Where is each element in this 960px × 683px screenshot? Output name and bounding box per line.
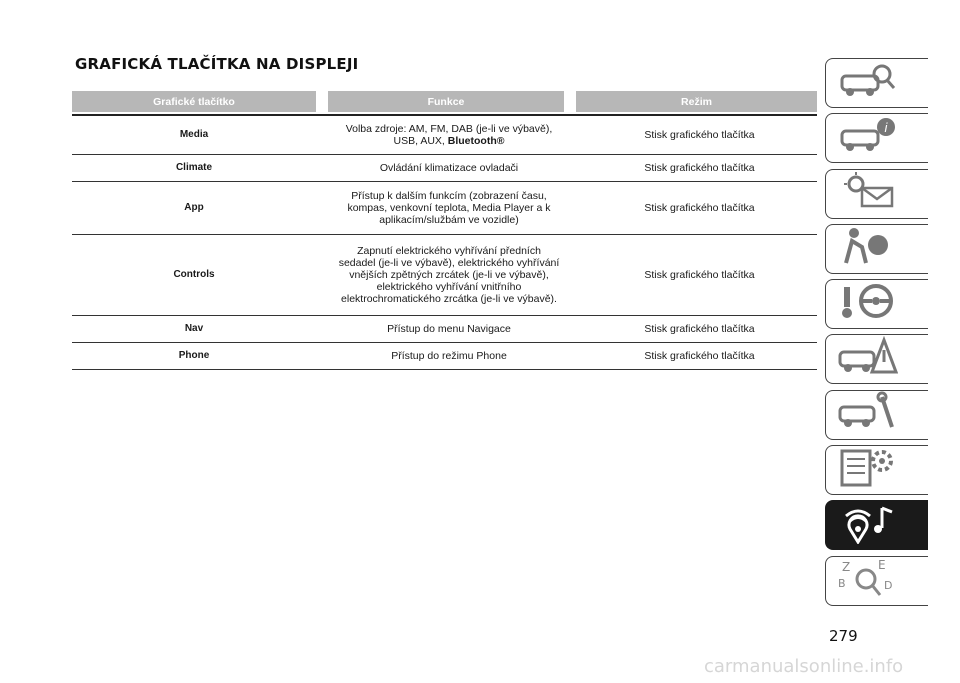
car-search-icon: [836, 60, 898, 107]
chapter-tabs: [825, 58, 928, 611]
cell-button-name: Climate: [175, 162, 213, 173]
function-line: Přístup do režimu Phone: [391, 350, 507, 362]
cell-mode: Stisk grafického tlačítka: [644, 162, 755, 174]
chapter-tab-car-service-wrench[interactable]: [825, 390, 928, 440]
chapter-tab-car-search[interactable]: [825, 58, 928, 108]
function-line: USB, AUX,: [393, 135, 448, 147]
car-info-icon: [836, 115, 898, 162]
svg-text:D: D: [884, 579, 893, 593]
cell-function: [316, 116, 582, 154]
cell-mode: Stisk grafického tlačítka: [644, 129, 755, 141]
function-line: sedadel (je-li ve výbavě), elektrického vyhřívání: [338, 257, 560, 269]
function-line: elektrického vyhřívání vnitřního: [376, 281, 522, 293]
cell-function: [316, 343, 582, 369]
multimedia-music-icon: [836, 502, 898, 549]
warning-lights-mail-icon: [836, 170, 898, 217]
header-mode: Režim: [576, 91, 817, 112]
table-row: [72, 155, 817, 182]
specifications-gear-icon: [836, 447, 898, 494]
function-line: Přístup do menu Navigace: [387, 323, 511, 335]
cell-button-name: Media: [179, 129, 209, 140]
cell-function: [316, 316, 582, 342]
function-bold: Bluetooth®: [447, 135, 505, 147]
svg-text:i: i: [884, 119, 888, 135]
cell-mode: Stisk grafického tlačítka: [644, 323, 755, 335]
chapter-tab-multimedia-music[interactable]: [825, 500, 928, 550]
key-steering-wheel-icon: [836, 281, 898, 328]
function-line: kompas, venkovní teplota, Media Player a k: [347, 202, 551, 214]
chapter-tab-warning-lights-mail[interactable]: [825, 169, 928, 219]
chapter-tab-airbag-person[interactable]: [825, 224, 928, 274]
cell-button-name: Controls: [173, 269, 215, 280]
svg-text:E: E: [878, 558, 886, 573]
car-emergency-icon: [836, 336, 898, 383]
page-title: GRAFICKÁ TLAČÍTKA NA DISPLEJI: [75, 55, 359, 73]
table-body: [72, 116, 817, 370]
page-number: 279: [829, 627, 858, 645]
header-button: Grafické tlačítko: [72, 91, 316, 112]
function-line: aplikacím/službám ve vozidle): [379, 214, 519, 226]
function-line: vnějších zpětných zrcátek (je-li ve výbavě),: [349, 269, 549, 281]
cell-button-name: Nav: [184, 323, 204, 334]
chapter-tab-car-info[interactable]: [825, 113, 928, 163]
buttons-table: [72, 91, 817, 370]
cell-button-name: App: [184, 202, 204, 213]
cell-function: [316, 182, 582, 234]
header-function: Funkce: [328, 91, 564, 112]
chapter-tab-key-steering-wheel[interactable]: [825, 279, 928, 329]
watermark: carmanualsonline.info: [704, 656, 904, 677]
cell-function: [316, 155, 582, 181]
cell-function: [316, 235, 582, 315]
function-line: elektrochromatického zrcátka (je-li ve výbavě).: [341, 293, 557, 305]
chapter-tab-alphabetical-index[interactable]: [825, 556, 928, 606]
cell-button-name: Phone: [178, 350, 210, 361]
table-row: [72, 316, 817, 343]
table-row: [72, 116, 817, 155]
cell-mode: Stisk grafického tlačítka: [644, 269, 755, 281]
chapter-tab-specifications-gear[interactable]: [825, 445, 928, 495]
alphabetical-index-icon: [836, 557, 898, 604]
cell-mode: Stisk grafického tlačítka: [644, 350, 755, 362]
table-row: [72, 235, 817, 316]
table-header: [72, 91, 817, 112]
function-line: Volba zdroje: AM, FM, DAB (je-li ve výbavě),: [345, 123, 553, 135]
svg-text:Z: Z: [842, 560, 851, 575]
table-row: [72, 182, 817, 235]
car-service-wrench-icon: [836, 391, 898, 438]
airbag-person-icon: [836, 225, 898, 272]
cell-mode: Stisk grafického tlačítka: [644, 202, 755, 214]
chapter-tab-car-emergency[interactable]: [825, 334, 928, 384]
function-line: Ovládání klimatizace ovladači: [379, 162, 519, 174]
function-line: Přístup k dalším funkcím (zobrazení času,: [351, 190, 547, 202]
table-row: [72, 343, 817, 370]
svg-text:B: B: [838, 577, 846, 591]
function-line: Zapnutí elektrického vyhřívání předních: [357, 245, 541, 257]
